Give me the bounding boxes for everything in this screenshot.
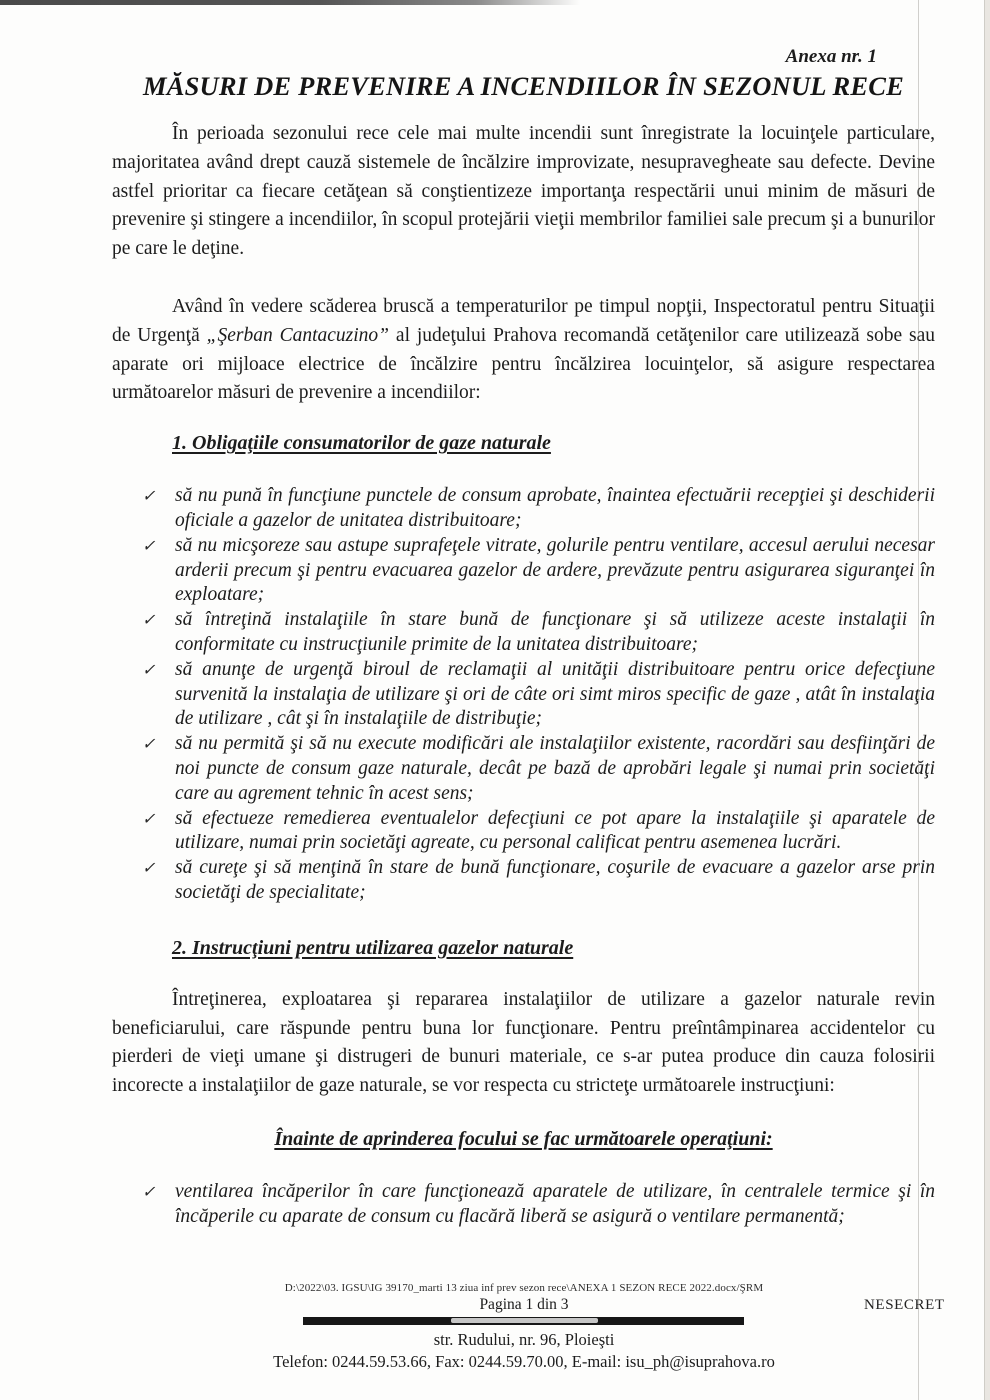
check-icon: ✓ <box>142 1183 156 1201</box>
before-ignition-heading: Înainte de aprinderea focului se fac următoarele operaţiuni: <box>274 1127 773 1150</box>
check-icon: ✓ <box>142 661 156 679</box>
list-item <box>140 534 935 608</box>
check-icon: ✓ <box>142 537 156 555</box>
second-paragraph-end: al judeţului Prahova recomandă cetăţenilor care utilizează sobe sau aparate ori mijloace electrice de încălzire pentru încălzirea locuinţelor, să asigure respectarea următoarelor măsuri de prevenire a incendiilor: <box>112 324 935 404</box>
divider-gray-segment <box>451 1318 598 1323</box>
section1-heading: 1. Obligaţiile consumatorilor de gaze naturale <box>172 432 551 455</box>
bullet-text: să efectueze remedierea eventualelor defecţiuni ce pot apare la instalaţiile şi aparatele de utilizare, numai prin societăţi agreate, cu personal calificat pentru asemenea lucrări. <box>175 807 935 854</box>
bullet-text: să nu pună în funcţiune punctele de consum aprobate, înaintea efectuării recepţiei şi deschiderii oficiale a gazelor de unitatea distribuitoare; <box>175 485 935 531</box>
check-icon: ✓ <box>142 488 156 506</box>
second-paragraph-start: Având în vedere scăderea bruscă a temperaturilor pe timpul nopţii, Inspectoratul pentru Situaţii de Urgenţă <box>112 295 935 346</box>
contact-line: Telefon: 0244.59.53.66, Fax: 0244.59.70.00, E-mail: isu_ph@isuprahova.ro <box>273 1352 775 1371</box>
check-icon: ✓ <box>142 860 156 878</box>
bullet-text: să nu micşoreze sau astupe suprafeţele vitrate, golurile pentru ventilare, accesul aerului necesar arderii precum şi pentru evacuarea gazelor de ardere, prevăzute pentru asigurarea siguranţei în exploatare; <box>175 534 935 606</box>
bullet-text: să cureţe şi să menţină în stare de bună funcţionare, coşurile de evacuare a gazelor arse prin societăţi de specialitate; <box>175 857 935 903</box>
address-line: str. Rudului, nr. 96, Ploieşti <box>433 1330 615 1349</box>
gas-obligations-list <box>140 484 935 906</box>
list-item <box>140 856 935 906</box>
classification-label: NESECRET <box>864 1297 945 1313</box>
intro-paragraph: În perioada sezonului rece cele mai multe incendii sunt înregistrate la locuinţele particulare, majoritatea având drept cauză sistemele de încălzire improvizate, nesupravegheate sau defecte. Devine astfel prioritar ca fiecare cetăţean să conştientizeze importanţa respectării unui minim de măsuri de prevenire şi stingere a incendiilor, în scopul protejării vieţii membrilor familiei sale precum şi a bunurilor pe care le deţine. <box>112 123 935 260</box>
institution-name-quote: „Şerban Cantacuzino” <box>206 324 390 346</box>
second-paragraph <box>112 293 935 408</box>
check-icon: ✓ <box>142 736 156 754</box>
section2-heading: 2. Instrucţiuni pentru utilizarea gazelor naturale <box>172 936 574 959</box>
list-item <box>140 658 935 732</box>
list-item <box>140 484 935 534</box>
scan-margin <box>984 0 990 1400</box>
instructions-paragraph: Întreţinerea, exploatarea şi repararea instalaţiilor de utilizare a gazelor naturale revin beneficiarului, care răspunde pentru buna lor funcţionare. Pentru preîntâmpinarea accidentelor cu pierderi de vieţi umane şi distrugeri de bunuri materiale, ce s-ar putea produce din cauza folosirii incorecte a instalaţiilor de gaze naturale, se vor respecta cu stricteţe următoarele instrucţiuni: <box>112 988 935 1097</box>
page-indicator: Pagina 1 din 3 <box>479 1296 569 1313</box>
bullet-text: să nu permită şi să nu execute modificări ale instalaţiilor existente, racordări sau desfiinţări de noi puncte de consum gaze naturale, decât pe bază de aprobări legale şi numai prin societăţi care au agrement tehnic în acest sens; <box>175 733 935 804</box>
check-icon: ✓ <box>142 810 156 828</box>
annex-label: Anexa nr. 1 <box>785 46 877 67</box>
bullet-text: să anunţe de urgenţă biroul de reclamaţii al unităţii distribuitoare pentru orice defecţiune survenită la instalaţia de utilizare şi ori de câte ori simt miros specific de gaze , atât în instalaţia de utilizare , cât şi în instalaţiile de distribuţie; <box>175 658 935 730</box>
footer-divider <box>303 1317 744 1325</box>
page-title: MĂSURI DE PREVENIRE A INCENDIILOR ÎN SEZONUL RECE <box>142 71 905 101</box>
bullet-text: ventilarea încăperilor în care funcţionează aparatele de utilizare, în centralele termice şi în încăperile cu aparate de consum cu flacără liberă se asigură o ventilare permanentă; <box>175 1180 935 1227</box>
scan-fold-line <box>918 0 919 1400</box>
list-item <box>140 1180 935 1230</box>
document-content <box>112 0 935 1230</box>
list-item <box>140 732 935 806</box>
check-icon: ✓ <box>142 612 156 630</box>
bullet-text: să întreţină instalaţiile în stare bună de funcţionare şi să utilizeze aceste instalaţii în conformitate cu instrucţiunile primite de la unitatea distribuitoare; <box>175 609 935 655</box>
list-item <box>140 807 935 857</box>
list-item <box>140 608 935 658</box>
ventilation-list <box>140 1180 935 1230</box>
footer-file-path: D:\2022\03. IGSU\IG 39170_marti 13 ziua inf prev sezon rece\ANEXA 1 SEZON RECE 2022.docx/ŞRM <box>284 1282 764 1294</box>
